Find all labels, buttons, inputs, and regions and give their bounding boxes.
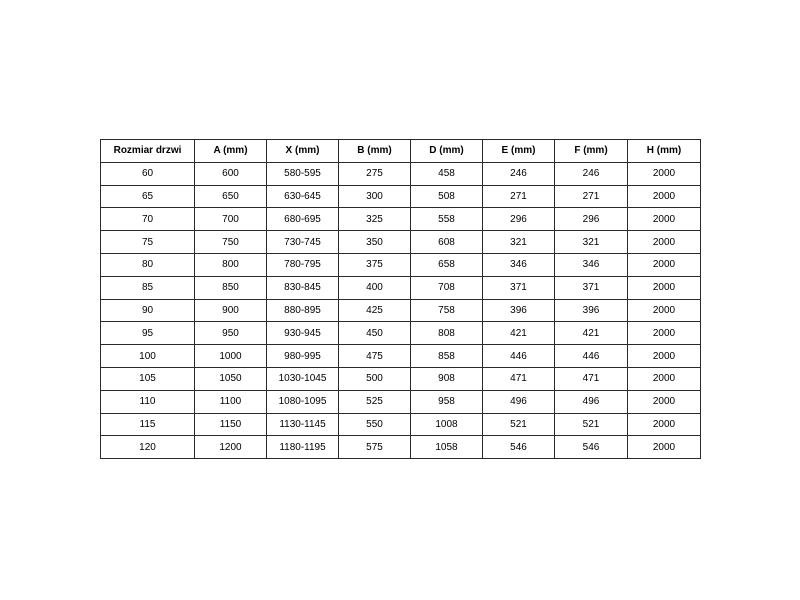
cell-x: 1080-1095 — [267, 390, 339, 413]
cell-door-size: 100 — [101, 345, 195, 368]
cell-d: 508 — [411, 185, 483, 208]
cell-b: 475 — [339, 345, 411, 368]
table-row — [101, 436, 701, 459]
cell-f: 371 — [555, 276, 628, 299]
cell-b: 575 — [339, 436, 411, 459]
table-row — [101, 276, 701, 299]
cell-d: 808 — [411, 322, 483, 345]
cell-b: 450 — [339, 322, 411, 345]
cell-h: 2000 — [628, 322, 701, 345]
header-row — [101, 140, 701, 163]
cell-a: 600 — [195, 162, 267, 185]
cell-h: 2000 — [628, 231, 701, 254]
cell-h: 2000 — [628, 299, 701, 322]
cell-a: 800 — [195, 253, 267, 276]
table-row — [101, 299, 701, 322]
cell-a: 850 — [195, 276, 267, 299]
cell-e: 321 — [483, 231, 555, 254]
cell-x: 730-745 — [267, 231, 339, 254]
cell-door-size: 75 — [101, 231, 195, 254]
cell-b: 525 — [339, 390, 411, 413]
header-door-size: Rozmiar drzwi — [101, 140, 195, 163]
table-row — [101, 231, 701, 254]
table-row — [101, 390, 701, 413]
cell-d: 758 — [411, 299, 483, 322]
cell-b: 500 — [339, 367, 411, 390]
cell-x: 580-595 — [267, 162, 339, 185]
cell-e: 396 — [483, 299, 555, 322]
table-row — [101, 345, 701, 368]
cell-e: 246 — [483, 162, 555, 185]
cell-a: 1100 — [195, 390, 267, 413]
cell-door-size: 115 — [101, 413, 195, 436]
header-e: E (mm) — [483, 140, 555, 163]
cell-door-size: 105 — [101, 367, 195, 390]
header-f: F (mm) — [555, 140, 628, 163]
cell-e: 546 — [483, 436, 555, 459]
cell-door-size: 90 — [101, 299, 195, 322]
header-x: X (mm) — [267, 140, 339, 163]
cell-f: 546 — [555, 436, 628, 459]
cell-f: 346 — [555, 253, 628, 276]
header-d: D (mm) — [411, 140, 483, 163]
cell-d: 608 — [411, 231, 483, 254]
cell-a: 650 — [195, 185, 267, 208]
cell-door-size: 120 — [101, 436, 195, 459]
table-row — [101, 185, 701, 208]
header-b: B (mm) — [339, 140, 411, 163]
cell-x: 1130-1145 — [267, 413, 339, 436]
cell-a: 700 — [195, 208, 267, 231]
table-row — [101, 413, 701, 436]
cell-b: 350 — [339, 231, 411, 254]
cell-a: 1050 — [195, 367, 267, 390]
cell-b: 325 — [339, 208, 411, 231]
door-size-table — [100, 139, 701, 459]
header-h: H (mm) — [628, 140, 701, 163]
cell-x: 780-795 — [267, 253, 339, 276]
cell-door-size: 70 — [101, 208, 195, 231]
header-a: A (mm) — [195, 140, 267, 163]
cell-e: 471 — [483, 367, 555, 390]
cell-b: 275 — [339, 162, 411, 185]
cell-x: 880-895 — [267, 299, 339, 322]
cell-f: 521 — [555, 413, 628, 436]
cell-e: 271 — [483, 185, 555, 208]
table-row — [101, 367, 701, 390]
cell-h: 2000 — [628, 208, 701, 231]
cell-e: 521 — [483, 413, 555, 436]
table-body — [101, 162, 701, 458]
cell-f: 496 — [555, 390, 628, 413]
cell-h: 2000 — [628, 162, 701, 185]
cell-b: 425 — [339, 299, 411, 322]
cell-b: 400 — [339, 276, 411, 299]
cell-f: 271 — [555, 185, 628, 208]
cell-door-size: 60 — [101, 162, 195, 185]
cell-h: 2000 — [628, 436, 701, 459]
cell-x: 980-995 — [267, 345, 339, 368]
cell-f: 321 — [555, 231, 628, 254]
cell-h: 2000 — [628, 276, 701, 299]
cell-d: 1058 — [411, 436, 483, 459]
cell-door-size: 95 — [101, 322, 195, 345]
cell-a: 750 — [195, 231, 267, 254]
cell-door-size: 65 — [101, 185, 195, 208]
cell-d: 658 — [411, 253, 483, 276]
cell-a: 900 — [195, 299, 267, 322]
cell-d: 458 — [411, 162, 483, 185]
cell-f: 421 — [555, 322, 628, 345]
cell-d: 908 — [411, 367, 483, 390]
cell-f: 246 — [555, 162, 628, 185]
cell-e: 421 — [483, 322, 555, 345]
cell-x: 930-945 — [267, 322, 339, 345]
cell-b: 550 — [339, 413, 411, 436]
cell-e: 446 — [483, 345, 555, 368]
table-row — [101, 322, 701, 345]
table-row — [101, 208, 701, 231]
cell-a: 950 — [195, 322, 267, 345]
cell-d: 1008 — [411, 413, 483, 436]
cell-e: 371 — [483, 276, 555, 299]
cell-h: 2000 — [628, 413, 701, 436]
cell-a: 1150 — [195, 413, 267, 436]
cell-f: 396 — [555, 299, 628, 322]
cell-d: 708 — [411, 276, 483, 299]
table-header — [101, 140, 701, 163]
cell-a: 1000 — [195, 345, 267, 368]
cell-e: 296 — [483, 208, 555, 231]
cell-h: 2000 — [628, 345, 701, 368]
cell-x: 630-645 — [267, 185, 339, 208]
cell-door-size: 80 — [101, 253, 195, 276]
cell-door-size: 85 — [101, 276, 195, 299]
cell-h: 2000 — [628, 390, 701, 413]
cell-door-size: 110 — [101, 390, 195, 413]
table-row — [101, 253, 701, 276]
cell-e: 346 — [483, 253, 555, 276]
cell-d: 558 — [411, 208, 483, 231]
cell-d: 958 — [411, 390, 483, 413]
cell-a: 1200 — [195, 436, 267, 459]
cell-b: 300 — [339, 185, 411, 208]
cell-f: 471 — [555, 367, 628, 390]
cell-b: 375 — [339, 253, 411, 276]
cell-x: 680-695 — [267, 208, 339, 231]
cell-f: 446 — [555, 345, 628, 368]
cell-f: 296 — [555, 208, 628, 231]
table-row — [101, 162, 701, 185]
cell-x: 1030-1045 — [267, 367, 339, 390]
cell-h: 2000 — [628, 367, 701, 390]
cell-x: 830-845 — [267, 276, 339, 299]
cell-h: 2000 — [628, 185, 701, 208]
cell-d: 858 — [411, 345, 483, 368]
cell-e: 496 — [483, 390, 555, 413]
cell-h: 2000 — [628, 253, 701, 276]
cell-x: 1180-1195 — [267, 436, 339, 459]
door-size-table-container — [100, 139, 700, 459]
